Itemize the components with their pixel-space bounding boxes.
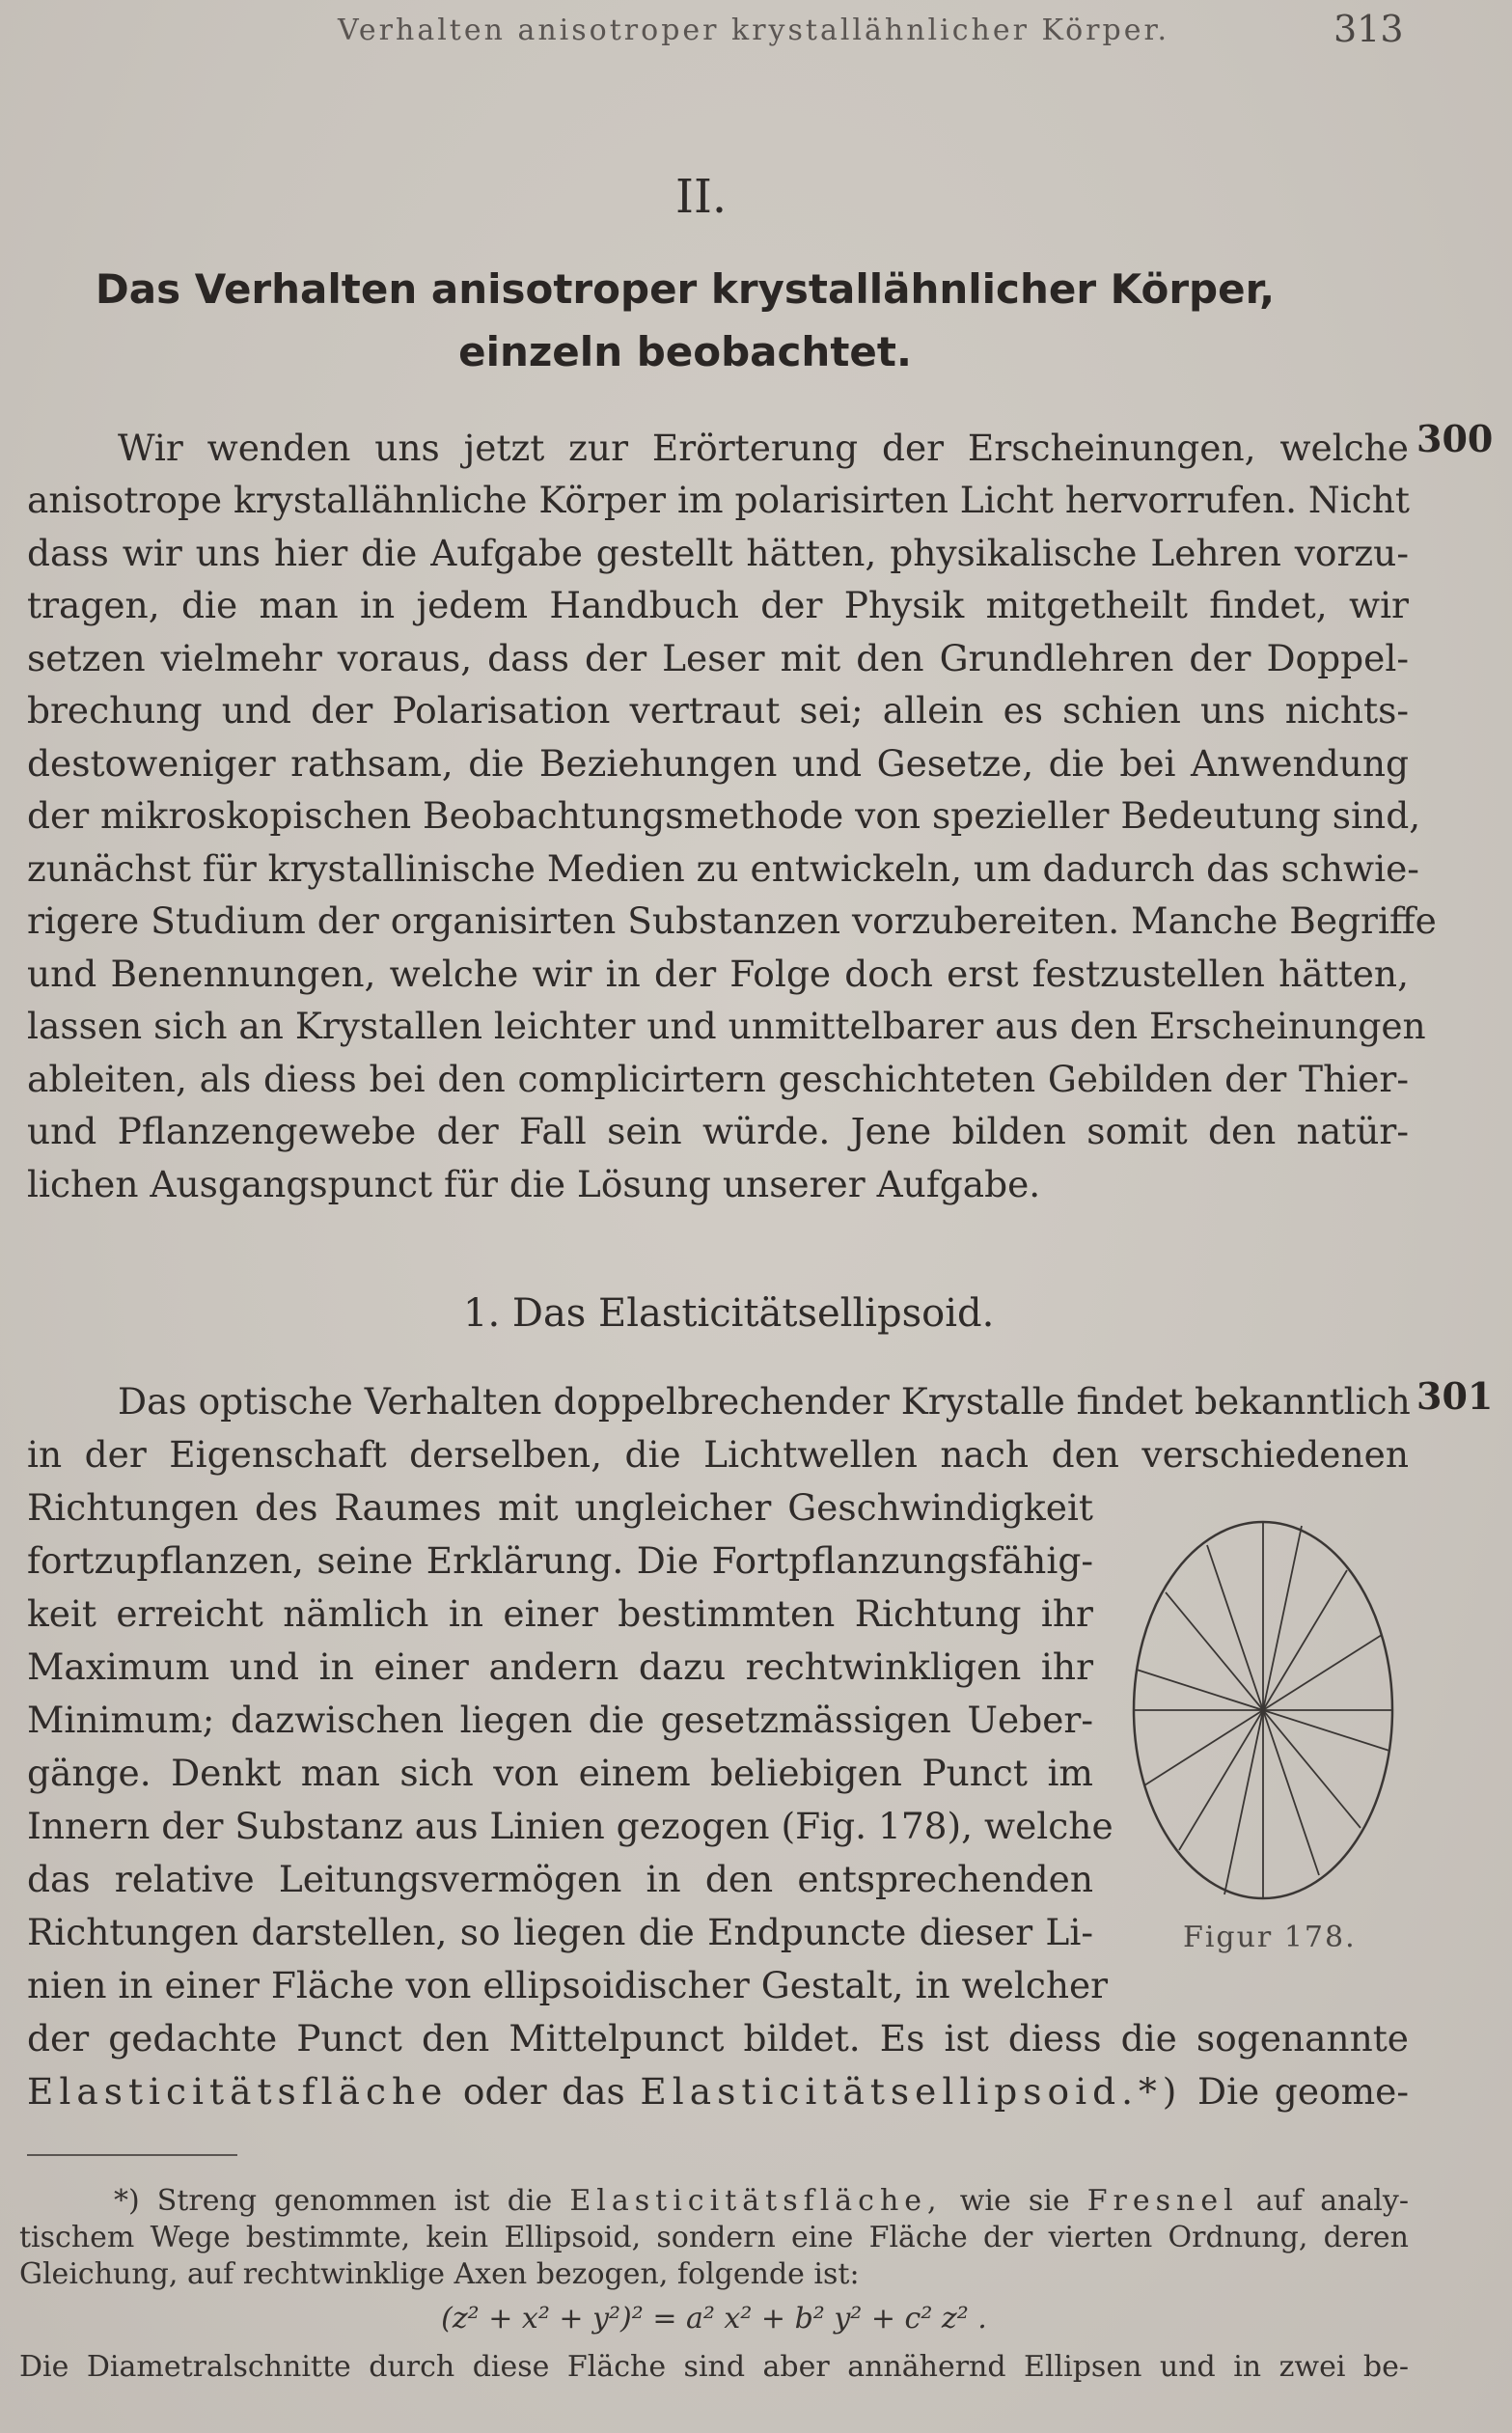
- connector-text: oder das: [462, 2070, 625, 2113]
- ellipsoid-figure: [1127, 1517, 1399, 1903]
- paragraph-1-line: lassen sich an Krystallen leichter und unmittelbarer aus den Erscheinungen: [27, 1005, 1426, 1047]
- paragraph-1-line: brechung und der Polarisation vertraut sei; allein es schien uns nichts-: [27, 689, 1409, 732]
- paragraph-1-line: der mikroskopischen Beobachtungsmethode von spezieller Bedeutung sind,: [27, 794, 1421, 837]
- paragraph-1-line: rigere Studium der organisirten Substanzen vorzubereiten. Manche Begriffe: [27, 899, 1437, 942]
- subsection-heading: 1. Das Elasticitätsellipsoid.: [463, 1291, 995, 1336]
- footnote-line-1: [114, 2183, 1409, 2220]
- paragraph-1-line: lichen Ausgangspunct für die Lösung unserer Aufgabe.: [27, 1163, 1041, 1205]
- section-title-line-1: Das Verhalten anisotroper krystallähnlicher Körper,: [95, 265, 1276, 313]
- paragraph-2-line: fortzupflanzen, seine Erklärung. Die Fortpflanzungsfähig-: [27, 1539, 1093, 1582]
- figure-radii: [1134, 1522, 1392, 1898]
- paragraph-2-line: in der Eigenschaft derselben, die Lichtwellen nach den verschiedenen: [27, 1433, 1409, 1476]
- paragraph-1-line: tragen, die man in jedem Handbuch der Physik mitgetheilt findet, wir: [27, 584, 1409, 626]
- term-elasticitaetsellipsoid: Elasticitätsellipsoid.*): [640, 2070, 1183, 2113]
- paragraph-1-line: Wir wenden uns jetzt zur Erörterung der Erscheinungen, welche: [118, 427, 1409, 469]
- footnote-text: auf analy-: [1255, 2184, 1409, 2218]
- running-head: Verhalten anisotroper krystallähnlicher Körper.: [338, 14, 1170, 47]
- paragraph-2-line: Das optische Verhalten doppelbrechender Krystalle findet bekanntlich: [118, 1380, 1411, 1423]
- figure-caption: Figur 178.: [1183, 1921, 1357, 1954]
- paragraph-2-last-line: [27, 2070, 1409, 2113]
- footnote-line-5: Die Diametralschnitte durch diese Fläche sind aber annähernd Ellipsen und in zwei be-: [19, 2350, 1409, 2384]
- footnote-text: *) Streng genommen ist die: [114, 2184, 553, 2218]
- paragraph-2-line: Innern der Substanz aus Linien gezogen (Fig. 178), welche: [27, 1805, 1113, 1847]
- paragraph-2-line: Richtungen des Raumes mit ungleicher Geschwindigkeit: [27, 1486, 1093, 1529]
- paragraph-2-line: keit erreicht nämlich in einer bestimmten Richtung ihr: [27, 1592, 1093, 1635]
- paragraph-1-line: und Pflanzengewebe der Fall sein würde. Jene bilden somit den natür-: [27, 1110, 1409, 1152]
- paragraph-1-line: zunächst für krystallinische Medien zu entwickeln, um dadurch das schwie-: [27, 847, 1419, 890]
- line-end-text: Die geome-: [1197, 2070, 1410, 2113]
- paragraph-1-line: und Benennungen, welche wir in der Folge doch erst festzustellen hätten,: [27, 953, 1409, 995]
- footnote-rule: [27, 2154, 237, 2156]
- paragraph-2-line: Maximum und in einer andern dazu rechtwinkligen ihr: [27, 1645, 1093, 1688]
- margin-number-300: 300: [1416, 417, 1494, 460]
- paragraph-1-line: destoweniger rathsam, die Beziehungen und Gesetze, die bei Anwendung: [27, 742, 1409, 785]
- paragraph-2-line: der gedachte Punct den Mittelpunct bildet. Es ist diess die sogenannte: [27, 2017, 1409, 2060]
- paragraph-2-line: das relative Leitungsvermögen in den entsprechenden: [27, 1858, 1093, 1900]
- paragraph-1-line: ableiten, als diess bei den complicirtern geschichteten Gebilden der Thier-: [27, 1058, 1409, 1100]
- footnote-equation: (z² + x² + y²)² = a² x² + b² y² + c² z² .: [441, 2302, 987, 2336]
- paragraph-2-line: Minimum; dazwischen liegen die gesetzmässigen Ueber-: [27, 1699, 1093, 1741]
- section-numeral: II.: [675, 170, 728, 224]
- page-number: 313: [1333, 8, 1404, 50]
- section-title-line-2: einzeln beobachtet.: [458, 328, 912, 375]
- term-elasticitaetsflaeche: Elasticitätsfläche: [27, 2070, 449, 2113]
- footnote-text: wie sie: [959, 2184, 1070, 2218]
- footnote-line-3: Gleichung, auf rechtwinklige Axen bezogen, folgende ist:: [19, 2257, 860, 2291]
- paragraph-2-line: nien in einer Fläche von ellipsoidischer Gestalt, in welcher: [27, 1964, 1109, 2006]
- margin-number-301: 301: [1416, 1374, 1494, 1418]
- footnote-line-2: tischem Wege bestimmte, kein Ellipsoid, sondern eine Fläche der vierten Ordnung, deren: [19, 2221, 1409, 2254]
- paragraph-2-line: Richtungen darstellen, so liegen die Endpuncte dieser Li-: [27, 1911, 1093, 1953]
- author-name-fresnel: Fresnel: [1086, 2184, 1239, 2218]
- term-elasticitaetsflaeche: Elasticitätsfläche,: [569, 2184, 943, 2218]
- paragraph-1-line: dass wir uns hier die Aufgabe gestellt hätten, physikalische Lehren vorzu-: [27, 532, 1409, 574]
- paragraph-2-line: gänge. Denkt man sich von einem beliebigen Punct im: [27, 1752, 1093, 1794]
- paragraph-1-line: setzen vielmehr voraus, dass der Leser mit den Grundlehren der Doppel-: [27, 637, 1409, 679]
- paragraph-1-line: anisotrope krystallähnliche Körper im polarisirten Licht hervorrufen. Nicht: [27, 479, 1410, 521]
